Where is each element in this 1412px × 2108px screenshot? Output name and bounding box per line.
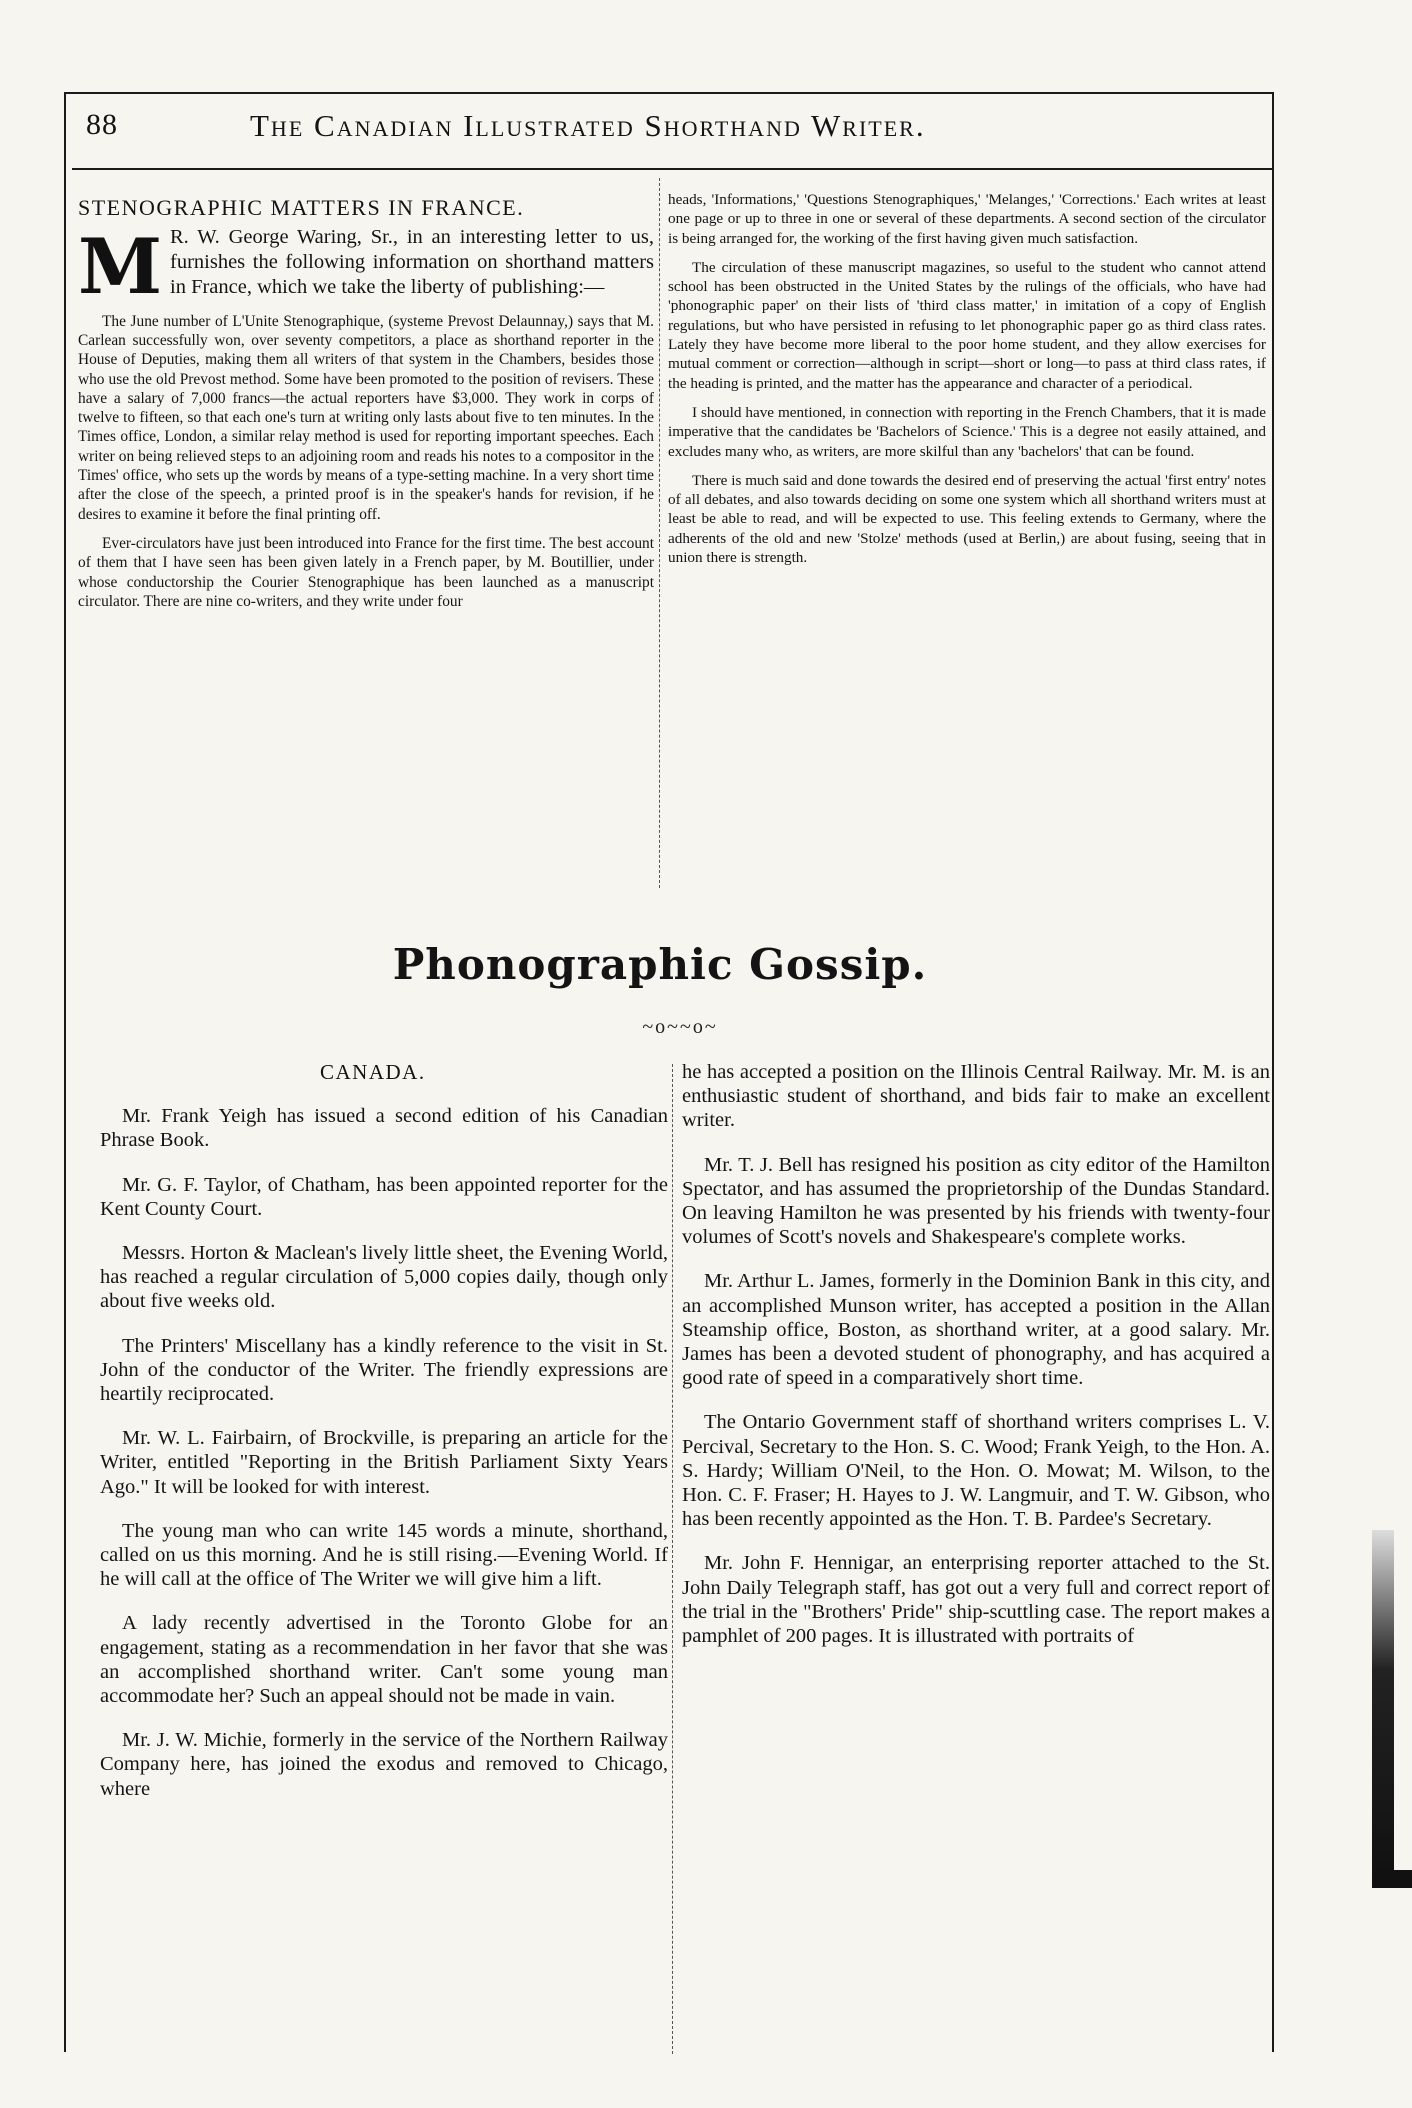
article-paragraph: I should have mentioned, in connection with reporting in the French Chambers, that it is made imperative that the candidates be 'Bachelors of Science.' This is a degree not easily attained, and excludes many who, as writers, are more skilful than any 'bachelors' that can be found.	[668, 403, 1266, 460]
page-border-left	[64, 92, 66, 2052]
gossip-item: Mr. John F. Hennigar, an enterprising reporter attached to the St. John Daily Telegraph staff, has got out a very full and correct report of the trial in the "Brothers' Pride" ship-scuttling case. The report makes a pamphlet of 200 pages. It is illustrated with portraits of	[682, 1552, 1270, 1648]
intro-text: R. W. George Waring, Sr., in an interesting letter to us, furnishes the following information on shorthand matters in France, which we take the liberty of publishing:—	[170, 226, 654, 298]
gossip-item: A lady recently advertised in the Toronto Globe for an engagement, stating as a recommendation in her favor that she was an accomplished shorthand writer. Can't some young man accommodate her? Such an appeal should not be made in vain.	[100, 1612, 668, 1708]
scan-edge-mark	[1372, 1530, 1394, 1880]
gossip-left-column	[100, 1060, 668, 1821]
gossip-right-column	[682, 1060, 1270, 1668]
article-paragraph: The circulation of these manuscript magazines, so useful to the student who cannot attend school has been obstructed in the United States by the rulings of the officials, who have had 'phonographic paper' on their lists of 'third class matter,' in imitation of a copy of English regulations, but who have persisted in refusing to let phonographic paper go as third class rates. Lately they have become more liberal to the poor home student, and they allow exercises for mutual comment or correction—although in script—short or long—to pass at third class rates, if the heading is printed, and the matter has the appearance and character of a periodical.	[668, 258, 1266, 392]
column-divider-bottom	[672, 1064, 674, 2054]
article-right-column	[668, 190, 1266, 577]
article-left-column	[78, 190, 654, 621]
article-title: STENOGRAPHIC MATTERS IN FRANCE.	[78, 195, 525, 220]
gossip-item: Mr. Frank Yeigh has issued a second edition of his Canadian Phrase Book.	[100, 1105, 668, 1152]
header-top-rule	[64, 92, 1274, 94]
article-paragraph: heads, 'Informations,' 'Questions Stenographiques,' 'Melanges,' 'Corrections.' Each writes at least one page or up to three in one or several of these departments. A second section of the circulator is being arranged for, the working of the first having given much satisfaction.	[668, 191, 1266, 247]
article-paragraph: Ever-circulators have just been introduced into France for the first time. The best account of them that I have seen has been given lately in a French paper, by M. Boutillier, under whose conductorship the Courier Stenographique has been launched as a manuscript circulator. There are nine co-writers, and they write under four	[78, 534, 654, 610]
gossip-item: he has accepted a position on the Illinois Central Railway. Mr. M. is an enthusiastic student of shorthand, and bids fair to make an excellent writer.	[682, 1061, 1270, 1132]
running-head: The Canadian Illustrated Shorthand Writer.	[250, 108, 926, 143]
article-intro	[78, 222, 654, 312]
gossip-item: Mr. J. W. Michie, formerly in the service of the Northern Railway Company here, has joined the exodus and removed to Chicago, where	[100, 1729, 668, 1800]
gossip-item: Mr. T. J. Bell has resigned his position as city editor of the Hamilton Spectator, and has assumed the proprietorship of the Dundas Standard. On leaving Hamilton he was presented by his friends with twenty-four volumes of Scott's novels and Shakespeare's complete works.	[682, 1153, 1270, 1249]
scan-edge-mark-bottom	[1372, 1870, 1412, 1888]
gossip-item: The Printers' Miscellany has a kindly reference to the visit in St. John of the conductor of the Writer. The friendly expressions are heartily reciprocated.	[100, 1334, 668, 1406]
subheading-canada: CANADA.	[320, 1060, 426, 1084]
gossip-item: Mr. G. F. Taylor, of Chatham, has been appointed reporter for the Kent County Court.	[100, 1173, 668, 1220]
gossip-item: The young man who can write 145 words a minute, shorthand, called on us this morning. And he is still rising.—Evening World. If he will call at the office of The Writer we will give him a lift.	[100, 1519, 668, 1591]
ornament-divider: ~o~~o~	[642, 1016, 718, 1038]
column-divider-top	[659, 178, 661, 888]
article-paragraph: There is much said and done towards the desired end of preserving the actual 'first entry' notes of all debates, and also towards deciding on some one system which all shorthand writers must at least be able to read, and will be expected to use. This feeling extends to Germany, where the adherents of the old and new 'Stolze' methods (used at Berlin,) are about fusing, seeing that in union there is strength.	[668, 471, 1266, 567]
gossip-item: Messrs. Horton & Maclean's lively little sheet, the Evening World, has reached a regular circulation of 5,000 copies daily, though only about five weeks old.	[100, 1242, 668, 1313]
section-heading: Phonographic Gossip.	[392, 940, 928, 989]
drop-cap: M	[78, 222, 163, 312]
page-number: 88	[86, 108, 118, 141]
gossip-item: Mr. W. L. Fairbairn, of Brockville, is preparing an article for the Writer, entitled "Reporting in the British Parliament Sixty Years Ago." It will be looked for with interest.	[100, 1427, 668, 1498]
page-header	[80, 108, 1260, 148]
header-bottom-rule	[72, 168, 1272, 170]
article-paragraph: The June number of L'Unite Stenographique, (systeme Prevost Delaunnay,) says that M. Carlean successfully won, over seventy competitors, a place as shorthand reporter in the House of Deputies, making them all writers of that system in the Chambers, besides those who use the old Prevost method. Some have been promoted to the position of revisers. These have a salary of 7,000 francs—the actual reporters have $3,000. They work in corps of twelve to fifteen, so that each one's turn at writing only lasts about five to ten minutes. In the Times office, London, a similar relay method is used for reporting important speeches. Each writer on being relieved steps to an adjoining room and reads his notes to a compositor in the Times' office, who sets up the words by means of a type-setting machine. In a very short time after the close of the speech, a printed proof is in the speaker's hands for revision, if he desires to examine it before the final printing off.	[78, 312, 654, 523]
gossip-item: The Ontario Government staff of shorthand writers comprises L. V. Percival, Secretary to the Hon. S. C. Wood; Frank Yeigh, to the Hon. A. S. Hardy; William O'Neil, to the Hon. O. Mowat; M. Wilson, to the Hon. C. F. Fraser; H. Hayes to J. W. Langmuir, and T. W. Gibson, who has been recently appointed as the Hon. T. B. Pardee's Secretary.	[682, 1411, 1270, 1531]
gossip-item: Mr. Arthur L. James, formerly in the Dominion Bank in this city, and an accomplished Munson writer, has accepted a position in the Allan Steamship office, Boston, as shorthand writer, at a good salary. Mr. James has been a devoted student of phonography, and has acquired a good rate of speed in a comparatively short time.	[682, 1270, 1270, 1390]
page-border-right	[1272, 92, 1274, 2052]
